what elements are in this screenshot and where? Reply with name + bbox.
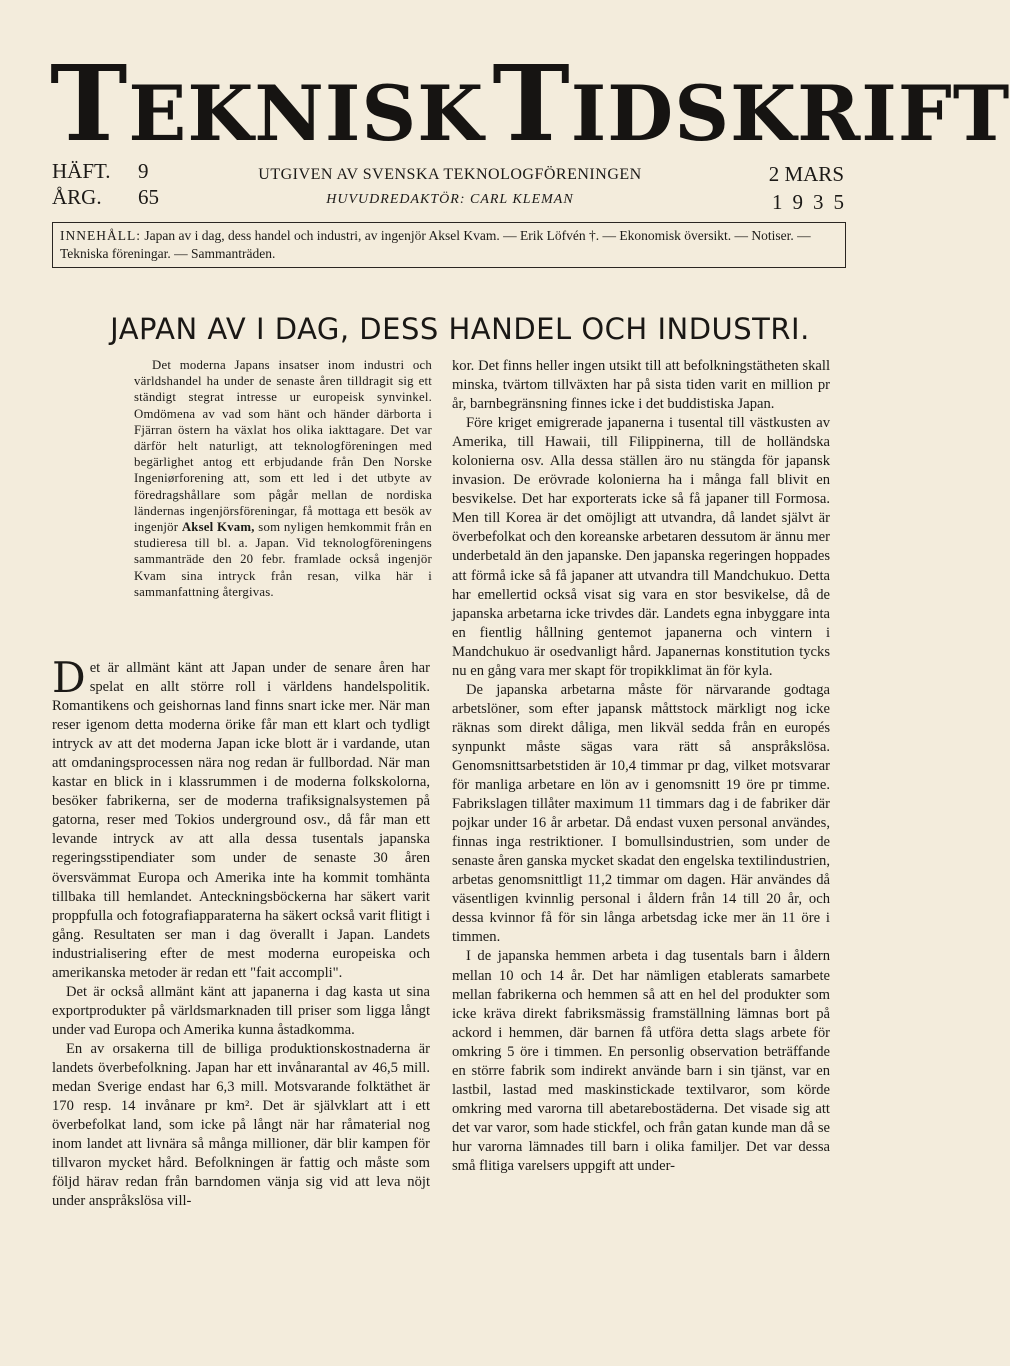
lede-text-1: Det moderna Japans insatser inom industri och världshandel ha under de senaste åren tilldragit sig ett ständigt stegrat intresse ur europeisk synvinkel. Omdömena av vad som hänt och händer därborta i Fjärran östern ha växlat hos olika iakttagare. Det var därför helt naturligt, att teknologföreningen med begärlighet antog ett erbjudande från Den Norske Ingeniørforening att, som ett led i det utbyte av föredragshållare som pågår mellan de nordiska ländernas ingenjörsföreningar, få mottaga ett besök av ingenjör <box>134 358 432 535</box>
body-paragraph: De japanska arbetarna måste för närvarande godtaga arbetslöner, som efter japansk måttstock märkligt nog icke räknas som direkt dåliga, men likväl sedda från en europés synpunkt måste sägas vara rätt så anspråkslösa. Genomsnittsarbetstiden är 10,4 timmar pr dag, vilket motsvarar för manliga arbetare en lön av i genomsnitt 19 öre pr timme. Fabrikslagen tillåter maximum 11 timmars dag i de fabriker där pojkar under 16 år arbetar. Då endast vuxen personal användes, finnas inga restriktioner. I bomullsindustrien, som under de senaste åren ganska mycket skadat den engelska textilindustrien, arbetas genomsnittligt 11,2 timmar om dagen. Här användes då väsentligen kvinnlig personal i åldern från 14 till 20 år, och dessa kvinnor få för sin långa arbetsdag icke mer än 11 öre i timmen. <box>452 681 830 946</box>
issue-number-block <box>52 158 159 210</box>
masthead-initial-1: T <box>50 42 129 165</box>
body-paragraph: Det är också allmänt känt att japanerna i dag kasta ut sina exportprodukter på världsmarknaden till priser som ligga långt under vad Europa och Amerika kunna åstadkomma. <box>52 983 430 1038</box>
article-lede <box>134 357 432 600</box>
article-headline: JAPAN AV I DAG, DESS HANDEL OCH INDUSTRI. <box>110 312 810 346</box>
masthead-initial-2: T <box>492 42 571 165</box>
masthead-word-1: EKNISK <box>128 69 485 158</box>
date-block <box>720 160 854 216</box>
masthead-title <box>50 42 1010 165</box>
body-paragraph: En av orsakerna till de billiga produktionskostnaderna är landets överbefolkning. Japan har ett invånarantal av 46,5 mill. medan Sverige endast har 6,3 mill. Motsvarande folktäthet är 170 resp. 14 invånare pr km². Det är självklart att i ett överbefolkat land, som icke på långt när har råmaterial nog inom landet att livnära så många millioner, där blir kampen för tillvaron mycket hård. Befolkningen är fattig och måste som följd härav redan från barndomen vänja sig vid att leva nöjt under anspråkslösa vill- <box>52 1040 430 1210</box>
contents-text: Japan av i dag, dess handel och industri, av ingenjör Aksel Kvam. — Erik Löfvén †. — Ekonomisk översikt. — Notiser. — Tekniska föreningar. — Sammanträden. <box>60 228 811 261</box>
arg-value: 65 <box>138 185 159 209</box>
body-paragraph-text: et är allmänt känt att Japan under de senare åren har spelat en allt större roll i världens handelspolitik. Romantikens och geishornas land finns snart icke mer. När man reser igenom detta moderna örike får man ett klart och tydligt intryck av att det moderna Japan icke blott är i vardande, utan att omdaningsprocessen nära nog redan är fullbordad. När man kastar en blick in i klassrummen i de moderna folkskolorna, besöker fabrikerna, ser de moderna trafiksignalsystemen på gatorna, reser med Tokios underground osv., då får man ett levande intryck av att alla dessa tusentals japanska regeringsstipendiater som under de senaste 30 åren översvämmat Europa och Amerika inte ha kommit tomhänta tillbaka till hemlandet. Anteckningsböckerna har säkert varit proppfulla och fotografiapparaterna ha säkert också varit flitigt i gång. Resultaten ser man i dag överallt i Japan. Landets industrialisering efter de mest moderna europeiska och amerikanska metoder är redan ett "fait accompli". <box>52 660 430 981</box>
body-paragraph: Före kriget emigrerade japanerna i tusental till västkusten av Amerika, till Hawaii, till Filippinerna, till de holländska kolonierna osv. Alla dessa ställen äro nu stängda för japansk invasion. De erövrade kolonierna ha i många fall blivit en besvikelse. Det har exporterats icke så få japaner till Formosa. Men till Korea är det omöjligt att utvandra, då landet självt är överbefolkat och den koreanske arbetaren dessutom är ännu mer underbetald än den japanske. Den japanska regeringen hoppades att förmå icke så få japaner att utvandra till Mandchukuo. Detta har emellertid också visat sig vara en stor besvikelse, då de japanska arbetarna icke trivdes där. Landets egna inbyggare inta en fientlig hållning gentemot japanerna och vintern i Mandchukuo är osedvanligt hård. Japanernas konstitution tycks nu en gång vara mer skapt för tropikklimat än för kyla. <box>452 415 830 679</box>
issue-date: 2 MARS <box>768 162 844 186</box>
hafte-value: 9 <box>138 159 149 183</box>
lede-author: Aksel Kvam, <box>181 520 255 535</box>
lede-text-2: som nyligen hemkommit från en studieresa till bl. a. Japan. Vid teknologföreningens sammanträde den 20 febr. framlade också ingenjör Kvam sina intryck från resan, vilka här i sammanfattning återgivas. <box>134 520 432 599</box>
body-paragraph: I de japanska hemmen arbeta i dag tusentals barn i åldern mellan 10 och 14 år. Det har nämligen etablerats samarbete mellan fabrikerna och hemmen så att en hel del produkter som icke kräva direkt fabriksmässig framställning lämnas bort på ackord i hemmen, där barnen få utföra detta slags arbete för omkring 5 öre i timmen. En personlig observation beträffande en större fabrik som indirekt använde barn i sin tjänst, var en lastbil, lastad med maskinstickade textilvaror, som körde omkring med varorna till abetarebostäderna. Det visade sig att det var varor, som hade stickfel, och från gatan kunde man då se hur varorna lämnades till barn i olika familjer. Det var dessa små flitiga varelsers uppgift att under- <box>452 948 830 1174</box>
publisher-line: UTGIVEN AV SVENSKA TEKNOLOGFÖRENINGEN <box>258 166 642 183</box>
drop-cap: D <box>52 653 86 702</box>
publisher-block <box>200 162 700 212</box>
contents-box <box>52 222 846 268</box>
body-paragraph: kor. Det finns heller ingen utsikt till att befolkningstätheten skall minska, tvärtom tillväxten har på sista tiden varit en million pr år, barnbegränsning finnes icke i det buddistiska Japan. <box>452 358 830 413</box>
masthead-word-2: IDSKRIFT <box>570 69 1010 158</box>
editor-line: HUVUDREDAKTÖR: CARL KLEMAN <box>326 192 574 207</box>
article-column-right <box>452 357 830 1176</box>
hafte-label: HÄFT. <box>52 159 111 183</box>
arg-label: ÅRG. <box>52 185 102 209</box>
body-paragraph <box>52 653 430 983</box>
contents-label: INNEHÅLL: <box>60 228 141 243</box>
article-column-left <box>52 653 430 1211</box>
issue-year: 1935 <box>772 190 854 214</box>
